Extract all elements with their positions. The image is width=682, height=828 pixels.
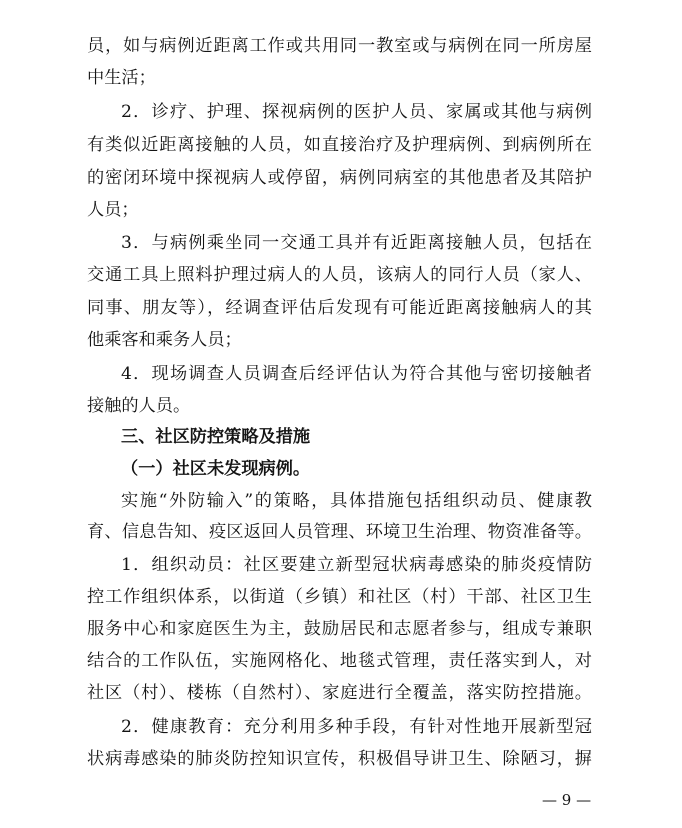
text-line: 有类似近距离接触的人员，如直接治疗及护理病例、到病例所在 (87, 135, 592, 155)
text-line: 控工作组织体系，以街道（乡镇）和社区（村）干部、社区卫生 (87, 587, 592, 607)
text-line: 他乘客和乘务人员； (87, 330, 242, 350)
section-heading: 三、社区防控策略及措施 (121, 427, 311, 447)
text-line: 服务中心和家庭医生为主，鼓励居民和志愿者参与，组成专兼职 (87, 619, 592, 639)
text-line: 社区（村）、楼栋（自然村）、家庭进行全覆盖，落实防控措施。 (87, 683, 592, 703)
text-line: 的密闭环境中探视病人或停留，病例同病室的其他患者及其陪护 (87, 168, 592, 188)
text-line: 实施“外防输入”的策略，具体措施包括组织动员、健康教 (121, 491, 592, 511)
text-line: 状病毒感染的肺炎防控知识宣传，积极倡导讲卫生、除陋习，摒 (87, 749, 592, 769)
text-line: 2．健康教育：充分利用多种手段，有针对性地开展新型冠 (121, 717, 592, 737)
text-line: 接触的人员。 (87, 396, 191, 416)
text-line: 中生活； (87, 68, 156, 88)
text-line: 3．与病例乘坐同一交通工具并有近距离接触人员，包括在 (121, 233, 592, 253)
text-line: 员，如与病例近距离工作或共用同一教室或与病例在同一所房屋 (87, 36, 592, 56)
text-line: 育、信息告知、疫区返回人员管理、环境卫生治理、物资准备等。 (87, 522, 592, 542)
text-line: 交通工具上照料护理过病人的人员，该病人的同行人员（家人、 (87, 265, 592, 285)
text-line: 同事、朋友等），经调查评估后发现有可能近距离接触病人的其 (87, 298, 592, 318)
page-number: — 9 — (542, 791, 592, 809)
text-line: 4．现场调查人员调查后经评估认为符合其他与密切接触者 (121, 364, 592, 384)
text-line: 结合的工作队伍，实施网格化、地毯式管理，责任落实到人，对 (87, 651, 592, 671)
text-line: 2．诊疗、护理、探视病例的医护人员、家属或其他与病例 (121, 102, 592, 122)
text-line: 1．组织动员：社区要建立新型冠状病毒感染的肺炎疫情防 (121, 555, 592, 575)
text-line: 人员； (87, 200, 139, 220)
subsection-heading: （一）社区未发现病例。 (121, 459, 311, 479)
